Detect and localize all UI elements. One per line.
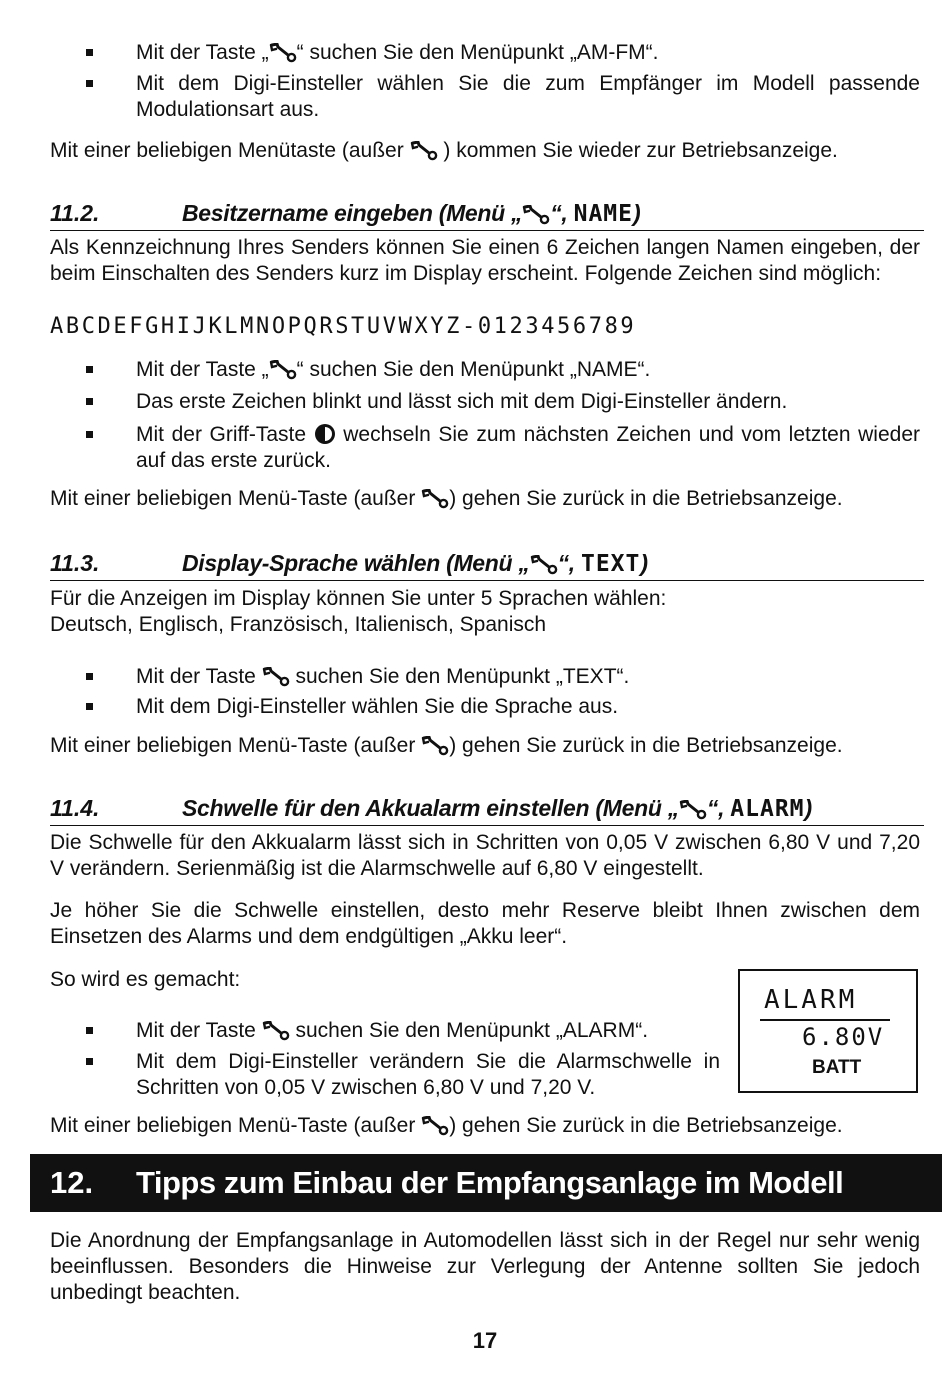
paragraph: Die Anordnung der Empfangsanlage in Automodellen lässt sich in der Regel nur sehr wenig beeinflussen. Besonders die Hinweise zur Verlegung der Antenne sollten Sie jedoch unbedingt beachten. [50,1229,920,1304]
section-heading-11-3: 11.3. Display-Sprache wählen (Menü „ “, TEXT) [50,546,924,581]
list-item: Mit der Taste „ “ suchen Sie den Menüpunkt „NAME“. [50,357,920,383]
wrench-icon [410,141,438,161]
bullet-marker [86,80,93,87]
section-heading-11-2: 11.2. Besitzername eingeben (Menü „ “, NAME) [50,196,924,231]
page-number: 17 [472,1328,498,1353]
bullet-marker [86,673,93,680]
wrench-icon [262,1021,290,1041]
bullet-marker [86,49,93,56]
list-item: Mit dem Digi-Einsteller wählen Sie die zum Empfänger im Modell passende Modulationsart aus. [50,71,920,123]
paragraph: Deutsch, Englisch, Französisch, Italienisch, Spanisch [50,613,547,636]
paragraph: Je höher Sie die Schwelle einstellen, desto mehr Reserve bleibt Ihnen zwischen dem Einsetzen des Alarms und dem endgültigen „Akku leer“. [50,899,920,948]
list-item: Mit dem Digi-Einsteller verändern Sie die Alarmschwelle in Schritten von 0,05 V zwischen 6,80 V und 7,20 V. [50,1049,720,1101]
grip-button-icon [314,423,336,445]
paragraph: Die Schwelle für den Akkualarm lässt sich in Schritten von 0,05 V zwischen 6,80 V und 7,20 V verändern. Serienmäßig ist die Alarmschwelle auf 6,80 V eingestellt. [50,831,920,880]
list-item: Mit der Taste suchen Sie den Menüpunkt „TEXT“. [50,664,920,690]
bullet-marker [86,1058,93,1065]
section-heading-11-4: 11.4. Schwelle für den Akkualarm einstellen (Menü „ “, ALARM) [50,791,924,826]
bullet-marker [86,431,93,438]
lcd-display-illustration: ALARM 6.80V BATT [738,969,918,1093]
display-divider [760,1019,890,1021]
lcd-character-set: ABCDEFGHIJKLMNOPQRSTUVWXYZ-0123456789 [50,314,637,339]
wrench-icon [269,360,297,380]
wrench-icon [262,667,290,687]
paragraph: Als Kennzeichnung Ihres Senders können Sie einen 6 Zeichen langen Namen eingeben, der beim Einschalten des Senders kurz im Display erscheint. Folgende Zeichen sind möglich: [50,236,920,285]
bullet-marker [86,703,93,710]
bullet-marker [86,1027,93,1034]
wrench-icon [269,43,297,63]
list-item: Das erste Zeichen blinkt und lässt sich mit dem Digi-Einsteller ändern. [50,389,920,415]
wrench-icon [522,205,550,225]
paragraph: Mit einer beliebigen Menü-Taste (außer ) gehen Sie zurück in die Betriebsanzeige. [50,734,843,757]
wrench-icon [421,736,449,756]
chapter-heading-12: 12. Tipps zum Einbau der Empfangsanlage im Modell [30,1154,942,1212]
paragraph: So wird es gemacht: [50,968,241,991]
wrench-icon [530,555,558,575]
paragraph: Für die Anzeigen im Display können Sie unter 5 Sprachen wählen: [50,587,667,610]
list-item: Mit der Taste suchen Sie den Menüpunkt „ALARM“. [50,1018,720,1044]
list-item: Mit der Griff-Taste wechseln Sie zum nächsten Zeichen und vom letzten wieder auf das erste zurück. [50,422,920,474]
paragraph: Mit einer beliebigen Menütaste (außer ) kommen Sie wieder zur Betriebsanzeige. [50,139,838,162]
paragraph: Mit einer beliebigen Menü-Taste (außer ) gehen Sie zurück in die Betriebsanzeige. [50,1114,843,1137]
paragraph: Mit einer beliebigen Menü-Taste (außer ) gehen Sie zurück in die Betriebsanzeige. [50,487,843,510]
wrench-icon [421,1116,449,1136]
bullet-marker [86,366,93,373]
list-item: Mit der Taste „ “ suchen Sie den Menüpunkt „AM-FM“. [50,40,920,66]
wrench-icon [679,800,707,820]
bullet-marker [86,398,93,405]
wrench-icon [421,489,449,509]
list-item: Mit dem Digi-Einsteller wählen Sie die Sprache aus. [50,694,920,720]
